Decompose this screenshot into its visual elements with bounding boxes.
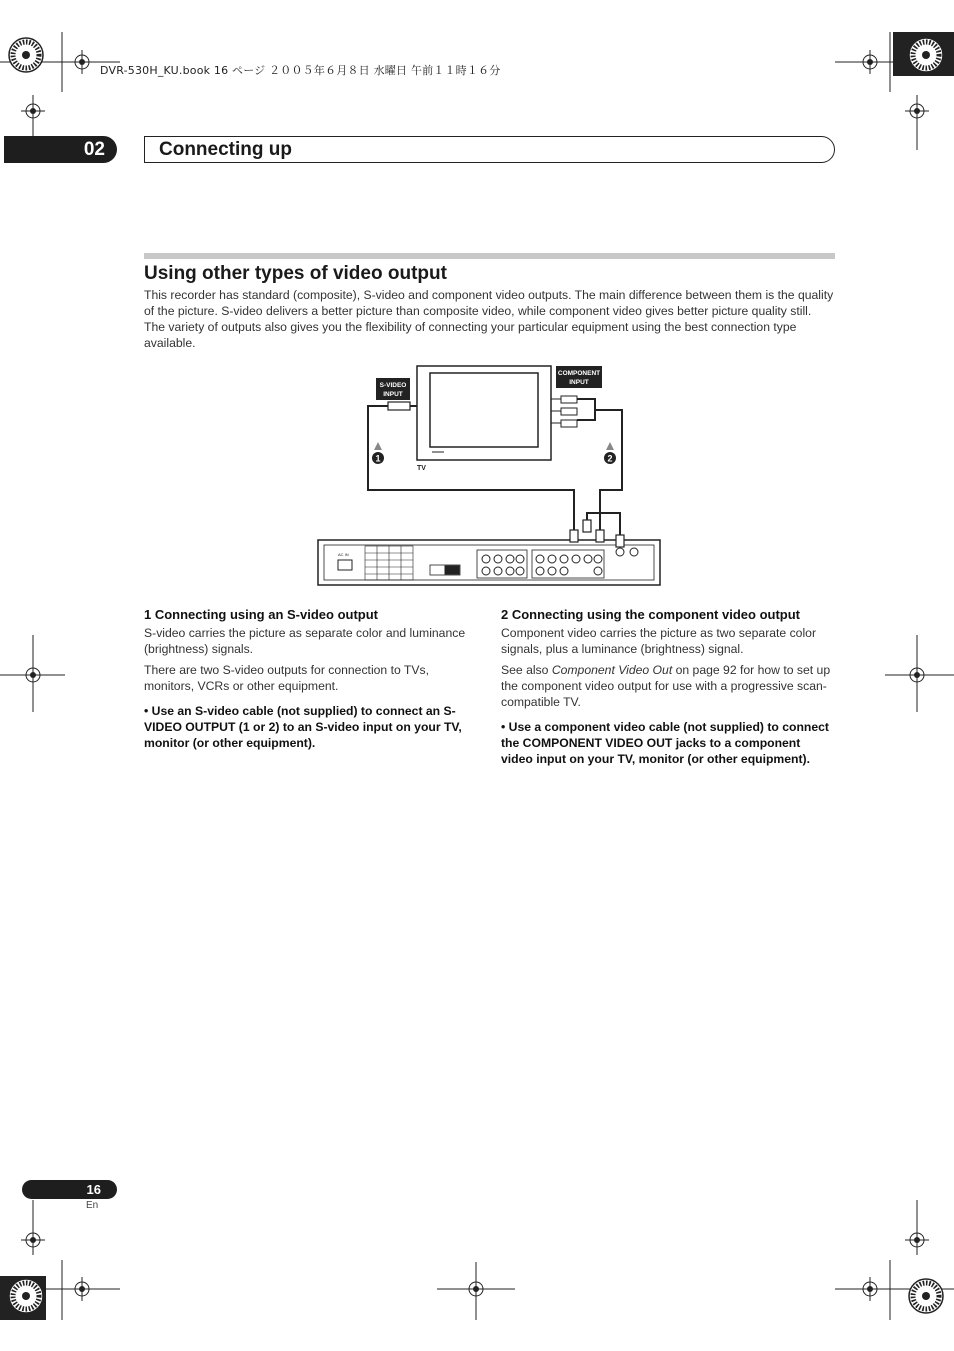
component-section xyxy=(501,607,835,772)
svideo-instruction: • Use an S-video cable (not supplied) to connect an S-VIDEO OUTPUT (1 or 2) to an S-video input on your TV, monitor (or other equipment). xyxy=(144,704,462,750)
intro-paragraph: This recorder has standard (composite), S-video and component video outputs. The main difference between them is the quality of the picture. S-video delivers a better picture than composite video, while component video gives better picture quality still. The variety of outputs also gives you the flexibility of connecting your particular equipment using the best connection type available. xyxy=(144,288,834,350)
component-instruction: • Use a component video cable (not supplied) to connect the COMPONENT VIDEO OUT jacks to a component video input on your TV, monitor (or other equipment). xyxy=(501,720,829,766)
component-video-out-reference: Component Video Out xyxy=(551,663,673,677)
marker-1-label: 1 xyxy=(375,453,381,464)
marker-2-label: 2 xyxy=(607,453,613,464)
component-label-line1: COMPONENT xyxy=(557,370,601,377)
component-p2-post: on page 92 for how to set up the component video output for use with a progressive scan-compatible TV. xyxy=(501,663,831,709)
svideo-heading: 1 Connecting using an S-video output xyxy=(144,607,378,622)
chapter-title: Connecting up xyxy=(144,136,835,163)
svideo-p2: There are two S-video outputs for connection to TVs, monitors, VCRs or other equipment. xyxy=(144,663,429,693)
svideo-section xyxy=(144,607,478,756)
connection-diagram xyxy=(300,360,680,590)
svideo-label-line1: S-VIDEO xyxy=(379,382,407,389)
component-p2-pre: See also xyxy=(501,663,552,677)
component-label-line2: INPUT xyxy=(569,379,589,386)
svideo-label-line2: INPUT xyxy=(383,391,403,398)
language-code: En xyxy=(86,1200,99,1211)
chapter-number: 02 xyxy=(4,136,117,163)
tv-label: TV xyxy=(417,465,426,472)
section-title: Using other types of video output xyxy=(144,263,447,284)
section-rule xyxy=(144,253,835,259)
page-number: 16 xyxy=(22,1180,117,1199)
svideo-p1: S-video carries the picture as separate color and luminance (brightness) signals. xyxy=(144,626,466,656)
component-heading: 2 Connecting using the component video output xyxy=(501,607,800,622)
tv-body xyxy=(417,366,551,460)
ac-in-label: AC IN xyxy=(338,552,349,557)
component-p2 xyxy=(501,662,835,710)
print-header: DVR-530H_KU.book 16 ページ ２００５年６月８日 水曜日 午前１１時１６分 xyxy=(100,64,501,77)
component-p1: Component video carries the picture as two separate color signals, plus a luminance (brightness) signal. xyxy=(501,626,817,656)
